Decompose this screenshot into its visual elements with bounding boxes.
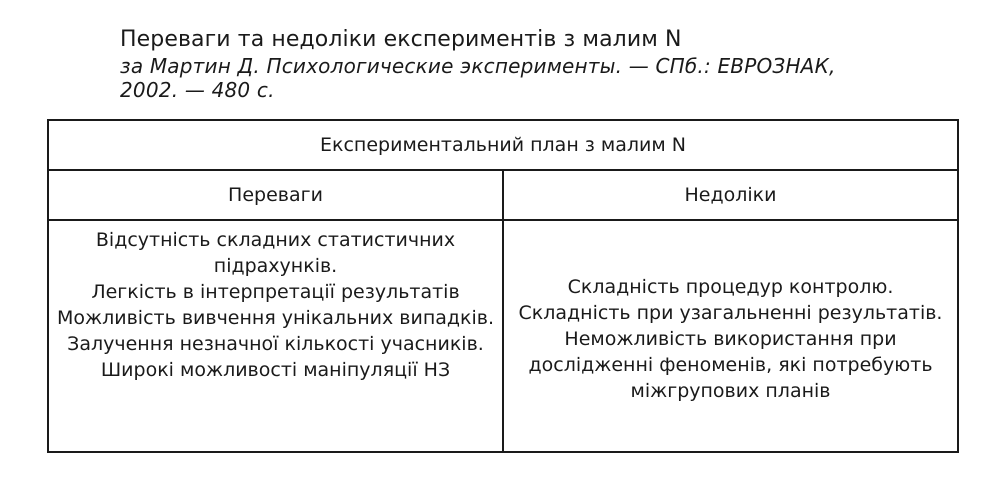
table-header-row bbox=[48, 170, 958, 220]
column-header-advantages: Переваги bbox=[48, 170, 503, 220]
disadvantage-item: Неможливість використання при дослідженні феноменів, які потребують міжгрупових планів bbox=[528, 328, 933, 402]
comparison-table bbox=[47, 119, 959, 453]
advantage-item: Легкість в інтерпретації результатів bbox=[91, 281, 460, 303]
table-caption: Експериментальний план з малим N bbox=[48, 120, 958, 170]
advantage-item: Можливість вивчення унікальних випадків. bbox=[56, 307, 495, 329]
disadvantages-cell bbox=[503, 220, 958, 452]
source-citation bbox=[120, 54, 970, 102]
advantage-item: Залучення незначної кількості учасників. bbox=[67, 333, 484, 355]
advantages-cell bbox=[48, 220, 503, 452]
disadvantage-item: Складність при узагальненні результатів. bbox=[518, 302, 943, 324]
table-row bbox=[48, 220, 958, 452]
table-caption-row bbox=[48, 120, 958, 170]
advantage-item: Відсутність складних статистичних підрахунків. bbox=[95, 229, 456, 277]
column-header-disadvantages: Недоліки bbox=[503, 170, 958, 220]
source-citation-line-1: за Мартин Д. Психологические эксперименты. — СПб.: ЕВРОЗНАК, bbox=[120, 54, 836, 78]
heading-block bbox=[120, 26, 970, 102]
source-citation-line-2: 2002. — 480 с. bbox=[120, 78, 275, 102]
page-title: Переваги та недоліки експериментів з малим N bbox=[120, 27, 682, 52]
disadvantage-item: Складність процедур контролю. bbox=[567, 276, 894, 298]
advantage-item: Широкі можливості маніпуляції НЗ bbox=[100, 359, 451, 381]
